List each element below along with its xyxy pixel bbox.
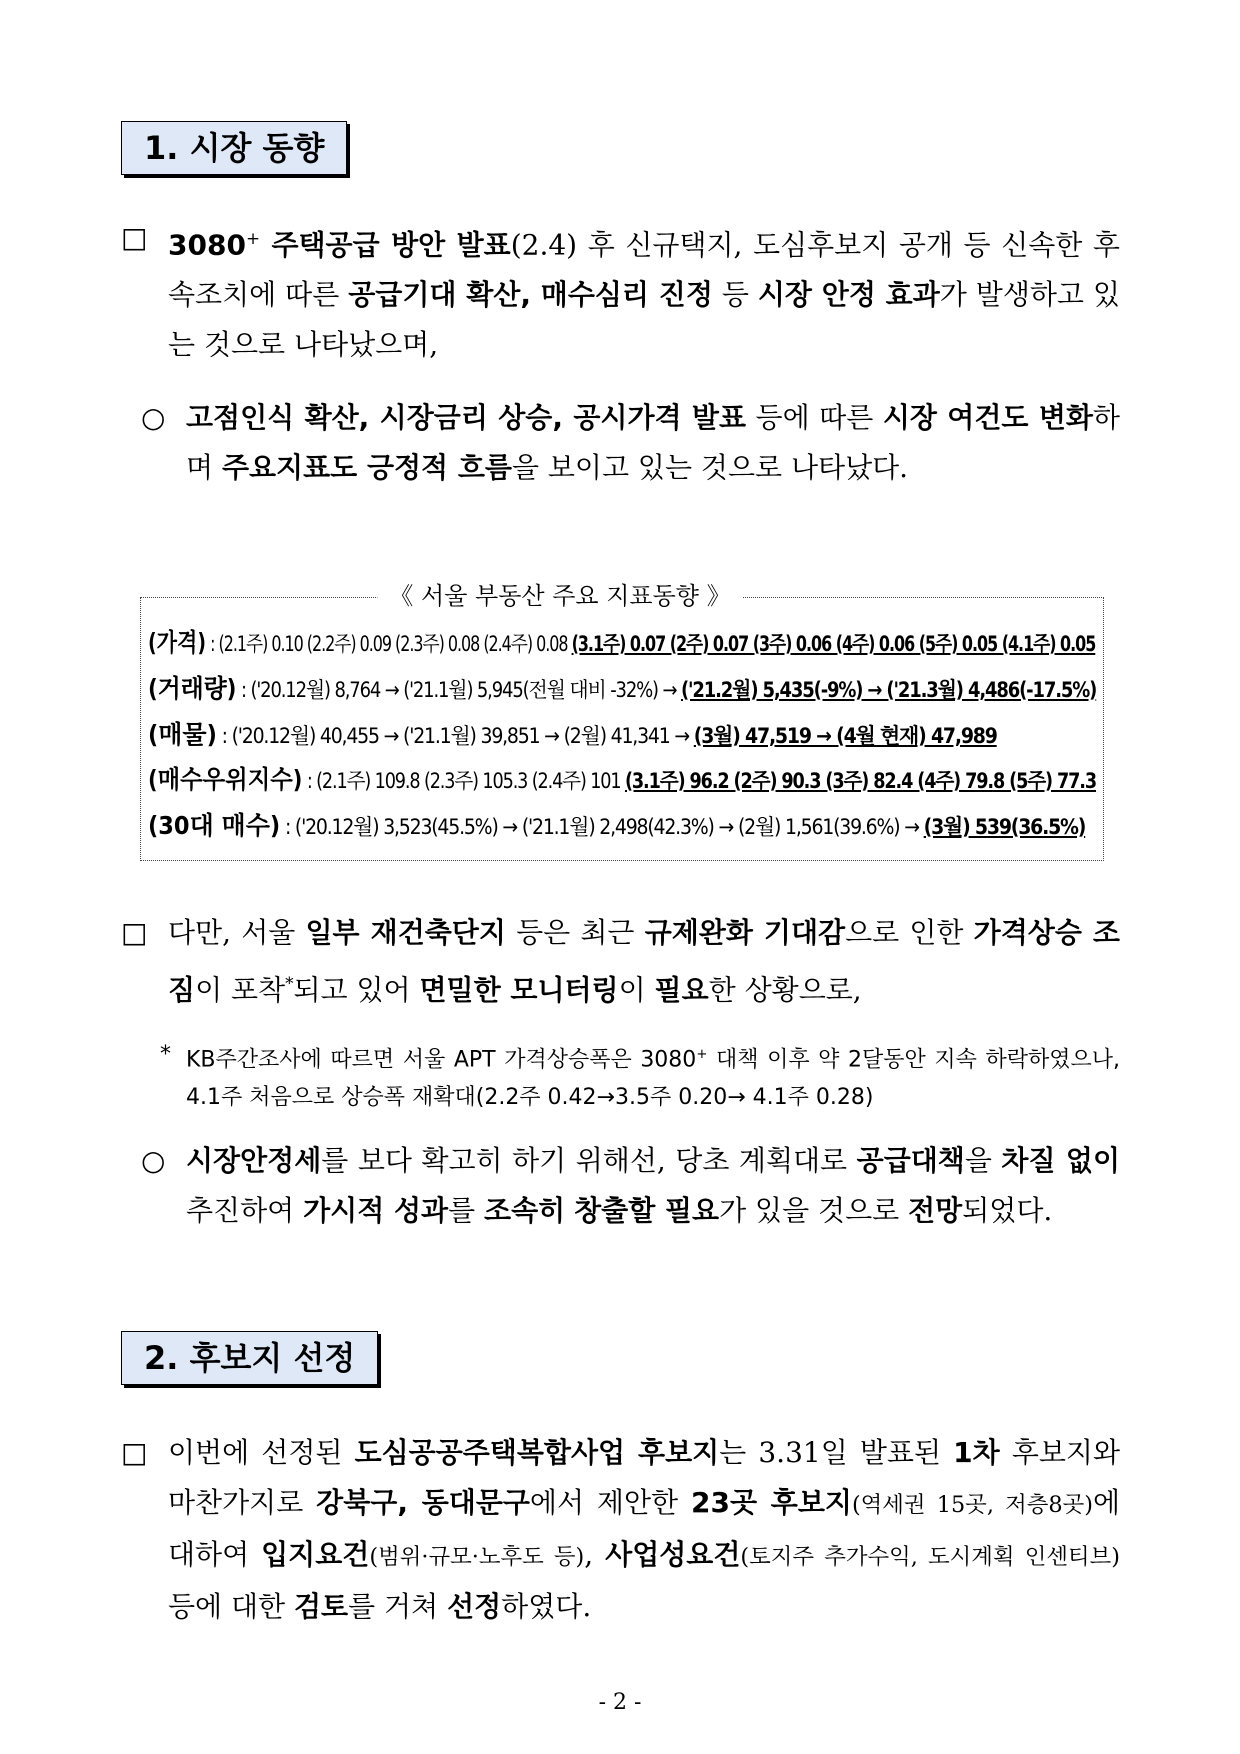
text-segment: 등에 따른 xyxy=(746,401,883,434)
indicator-box-title: 《 서울 부동산 주요 지표동향 》 xyxy=(377,576,742,616)
text-segment: 대책 이후 약 2달동안 지속 하락하였으나, 4.1주 처음으로 상승폭 재확대(2.2주 0.42→3.5주 0.20→ 4.1주 0.28) xyxy=(186,1047,1121,1111)
indicator-key: (매수우위지수) xyxy=(148,765,303,794)
indicator-text: : (2.1주) 109.8 (2.3주) 105.3 (2.4주) 101 xyxy=(302,769,625,793)
text-segment: 선정 xyxy=(447,1590,502,1623)
text-segment: 하며 xyxy=(186,401,1120,484)
text-segment: 한 상황으로, xyxy=(708,973,862,1007)
bullet-circle: ○ xyxy=(141,401,166,434)
text-segment: 를 거쳐 xyxy=(348,1590,448,1623)
text-segment: (2.4) 후 신규택지, 도심후보지 공개 등 신속한 후속조치에 따른 xyxy=(168,228,1120,312)
paragraph-3 xyxy=(168,908,1120,1015)
paragraph-2 xyxy=(186,393,1120,493)
text-segment: 가격상승 조짐 xyxy=(168,916,1120,1007)
text-segment: * xyxy=(285,973,294,993)
indicator-highlight: (3.1주) 0.07 (2주) 0.07 (3주) 0.06 (4주) 0.06 (5주) 0.05 (4.1주) 0.05 xyxy=(571,632,1096,656)
indicator-text: : (2.1주) 0.10 (2.2주) 0.09 (2.3주) 0.08 (2.4주) 0.08 xyxy=(206,632,572,656)
text-segment: 공급대책 xyxy=(856,1144,965,1177)
text-segment: 되었다. xyxy=(962,1194,1053,1227)
text-segment: 는 3.31일 발표된 xyxy=(719,1436,954,1469)
text-segment: 으로 인한 xyxy=(845,916,974,949)
text-segment: KB주간조사에 따르면 서울 APT 가격상승폭은 3080 xyxy=(186,1047,697,1073)
text-segment: (토지주 추가수익, 도시계획 인센티브) xyxy=(740,1544,1120,1570)
section-title-1: 1. 시장 동향 xyxy=(121,121,347,175)
text-segment: 다만, 서울 xyxy=(168,916,306,949)
indicator-key: (30대 매수) xyxy=(148,811,281,840)
text-segment: 검토 xyxy=(294,1590,349,1623)
text-segment: 강북구, 동대문구 xyxy=(316,1486,530,1519)
text-segment: 주요지표도 긍정적 흐름 xyxy=(221,451,512,484)
indicator-highlight: (3월) 539(36.5%) xyxy=(923,815,1086,839)
text-segment: 등은 최근 xyxy=(505,916,645,949)
footnote-mark: * xyxy=(160,1042,171,1067)
text-segment: 사업성요건 xyxy=(605,1538,741,1571)
text-segment: 등에 대한 xyxy=(168,1590,294,1623)
text-segment: 시장 안정 효과 xyxy=(757,278,940,312)
text-segment: 3080 xyxy=(168,228,246,262)
text-segment: (역세권 15곳, 저층8곳) xyxy=(851,1492,1093,1518)
section-title-2: 2. 후보지 선정 xyxy=(121,1331,378,1385)
text-segment: 주택공급 방안 발표 xyxy=(260,228,511,262)
indicator-key: (매물) xyxy=(148,720,217,749)
text-segment: 이 xyxy=(618,973,655,1007)
bullet-square: □ xyxy=(121,916,148,949)
paragraph-5 xyxy=(168,1428,1120,1632)
text-segment: 1차 xyxy=(953,1436,1000,1469)
indicator-key: (거래량) xyxy=(148,674,237,703)
text-segment: 면밀한 모니터링 xyxy=(419,973,619,1007)
text-segment: 에서 제안한 xyxy=(529,1486,691,1519)
indicator-highlight: (3.1주) 96.2 (2주) 90.3 (3주) 82.4 (4주) 79.8 (5주) 77.3 xyxy=(624,769,1097,793)
text-segment: 가 있을 것으로 xyxy=(719,1194,909,1227)
text-segment: 이 포착 xyxy=(195,973,286,1007)
bullet-circle: ○ xyxy=(141,1144,166,1177)
text-segment: 가시적 성과 xyxy=(303,1194,449,1227)
text-segment: 하였다. xyxy=(501,1590,592,1623)
indicator-text: : ('20.12월) 40,455 → ('21.1월) 39,851 → (2월) 41,341 → xyxy=(216,724,694,748)
indicator-text: : ('20.12월) 3,523(45.5%) → ('21.1월) 2,498(42.3%) → (2월) 1,561(39.6%) → xyxy=(280,815,924,839)
text-segment: 규제완화 기대감 xyxy=(644,916,846,949)
text-segment: 시장 여건도 변화 xyxy=(882,401,1093,434)
bullet-square: □ xyxy=(121,221,148,254)
indicator-row xyxy=(148,674,1096,705)
text-segment: 되고 있어 xyxy=(293,973,420,1007)
text-segment: 을 xyxy=(964,1144,1002,1177)
text-segment: 전망 xyxy=(908,1194,963,1227)
indicator-text: : ('20.12월) 8,764 → ('21.1월) 5,945(전월 대비 -32%) → xyxy=(236,678,681,702)
page-number: - 2 - xyxy=(598,1690,642,1715)
text-segment: 차질 없이 xyxy=(1001,1144,1120,1177)
text-segment: 가 발생하고 있는 것으로 나타났으며, xyxy=(168,278,1120,362)
paragraph-4 xyxy=(186,1136,1120,1236)
indicator-row xyxy=(148,628,1095,659)
text-segment: 를 xyxy=(448,1194,485,1227)
text-segment: , xyxy=(584,1538,606,1571)
text-segment: 후보지와 마찬가지로 xyxy=(168,1436,1121,1519)
footnote xyxy=(186,1036,1120,1117)
indicator-highlight: (3월) 47,519 → (4월 현재) 47,989 xyxy=(693,724,997,748)
text-segment: 추진하여 xyxy=(186,1194,304,1227)
indicator-key: (가격) xyxy=(148,628,207,657)
text-segment: 입지요건 xyxy=(261,1538,370,1571)
indicator-highlight: ('21.2월) 5,435(-9%) → ('21.3월) 4,486(-17.5%) xyxy=(680,678,1097,702)
text-segment: 공급기대 확산, 매수심리 진정 xyxy=(348,278,713,312)
text-segment: + xyxy=(245,228,260,248)
text-segment: (범위·규모·노후도 등) xyxy=(369,1544,585,1570)
text-segment: 도심공공주택복합사업 후보지 xyxy=(354,1436,720,1469)
indicator-row xyxy=(148,720,997,751)
text-segment xyxy=(565,1194,574,1227)
text-segment: 등 xyxy=(712,278,758,312)
paragraph-1 xyxy=(168,213,1120,370)
text-segment: 에 대하여 xyxy=(168,1486,1121,1571)
indicator-row xyxy=(148,765,1096,796)
indicator-row xyxy=(148,811,1085,842)
text-segment: 창출할 필요 xyxy=(574,1194,720,1227)
text-segment: 시장안정세 xyxy=(186,1144,322,1177)
text-segment: 을 보이고 있는 것으로 나타났다. xyxy=(511,451,909,484)
bullet-square: □ xyxy=(121,1436,148,1469)
text-segment: 일부 재건축단지 xyxy=(305,916,506,949)
text-segment: 필요 xyxy=(654,973,709,1007)
text-segment: 를 보다 확고히 하기 위해선, 당초 계획대로 xyxy=(321,1144,857,1177)
text-segment: 고점인식 확산, 시장금리 상승, 공시가격 발표 xyxy=(186,401,747,434)
text-segment: 23곳 후보지 xyxy=(691,1486,852,1519)
text-segment: + xyxy=(696,1047,708,1062)
text-segment: 조속히 xyxy=(484,1194,566,1227)
text-segment: 이번에 선정된 xyxy=(168,1436,355,1469)
